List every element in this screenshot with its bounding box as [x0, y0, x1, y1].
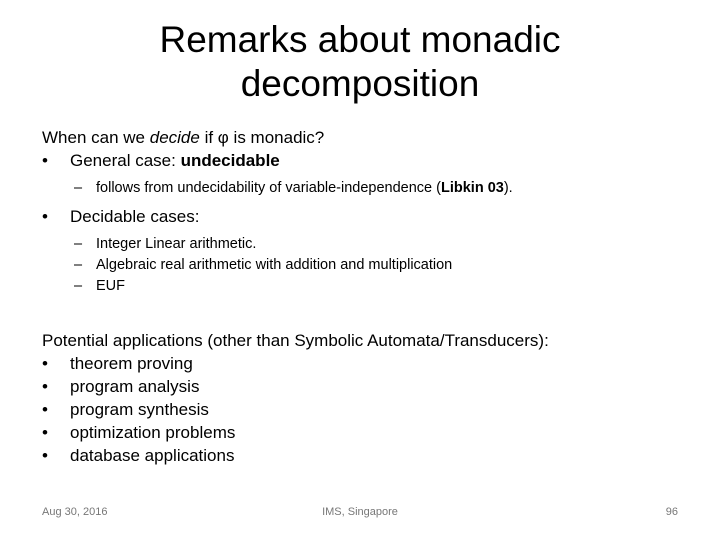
applications-heading: Potential applications (other than Symbolic Automata/Transducers):: [42, 331, 549, 350]
application-item: [42, 398, 692, 421]
slide-title-line-1: Remarks about monadic: [159, 19, 561, 60]
application-item: [42, 421, 692, 444]
general-case-subitem: [42, 178, 692, 199]
bullet-icon: •: [42, 354, 48, 373]
dash-icon: –: [74, 180, 83, 196]
application-text: database applications: [70, 446, 235, 465]
question-text-pre: When can we: [42, 128, 150, 147]
decidable-subitem: [42, 255, 692, 276]
bullet-icon: •: [42, 400, 48, 419]
application-item: [42, 444, 692, 467]
application-text: optimization problems: [70, 423, 236, 442]
dash-icon: –: [74, 257, 83, 273]
decidable-subitem-text: Integer Linear arithmetic.: [96, 236, 257, 252]
application-text: program synthesis: [70, 400, 209, 419]
decidable-subitem-text: Algebraic real arithmetic with addition and multiplication: [96, 257, 453, 273]
footer-page-number: 96: [665, 506, 678, 518]
decidable-subitem-text: EUF: [96, 278, 125, 294]
phi-symbol: φ: [217, 128, 229, 147]
bullet-icon: •: [42, 446, 48, 465]
slide-body: [42, 126, 692, 467]
question-emphasis: decide: [149, 128, 200, 147]
general-sub-text: follows from undecidability of variable-independence (: [96, 180, 441, 196]
footer-venue: IMS, Singapore: [322, 506, 398, 518]
question-line: [42, 126, 692, 149]
decidable-cases-label: Decidable cases:: [70, 207, 200, 226]
footer-date: Aug 30, 2016: [42, 506, 108, 518]
general-case-bold: undecidable: [180, 151, 280, 170]
question-text-post: is monadic?: [228, 128, 325, 147]
question-text-mid: if: [199, 128, 218, 147]
general-sub-end: ).: [503, 180, 513, 196]
bullet-icon: •: [42, 423, 48, 442]
bullet-icon: •: [42, 207, 48, 226]
slide-title-line-2: decomposition: [240, 63, 480, 104]
application-item: [42, 352, 692, 375]
general-sub-citation: Libkin 03: [440, 180, 504, 196]
bullet-icon: •: [42, 151, 48, 170]
general-case-label: General case:: [70, 151, 181, 170]
decidable-cases-item: [42, 205, 692, 228]
application-text: theorem proving: [70, 354, 193, 373]
application-text: program analysis: [70, 377, 200, 396]
slide-title: [90, 18, 630, 106]
general-case-item: [42, 149, 692, 172]
application-item: [42, 375, 692, 398]
bullet-icon: •: [42, 377, 48, 396]
decidable-subitem: [42, 234, 692, 255]
dash-icon: –: [74, 278, 83, 294]
decidable-subitem: [42, 276, 692, 297]
dash-icon: –: [74, 236, 83, 252]
